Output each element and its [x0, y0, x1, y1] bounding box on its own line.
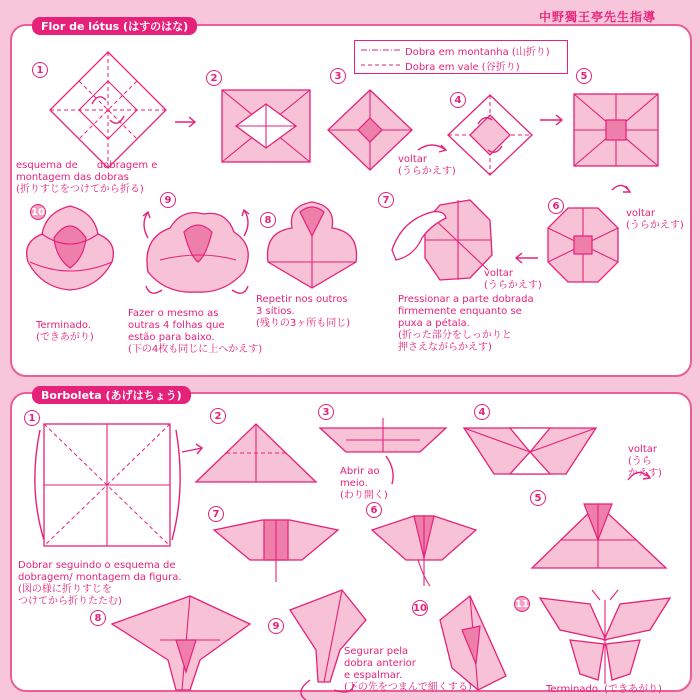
butterfly-step11-diagram [540, 590, 670, 684]
author-credit: 中野獨王亭先生指導 [538, 10, 656, 24]
butterfly-step9-caption: Segurar pela dobra anterior e espalmar. (下の先をつまんで細くする) [344, 646, 472, 693]
butterfly-step-number-10: 10 [412, 600, 428, 616]
lotus-step7-caption: Pressionar a parte dobrada firmemente enquanto se puxa a pétala. (折った部分をしっかりと 押さえながらかえす) [398, 294, 534, 353]
butterfly-arrow-1-2 [182, 444, 202, 454]
lotus-step-number-3: 3 [330, 68, 346, 84]
butterfly-step2-diagram [196, 424, 316, 482]
butterfly-step-number-5: 5 [530, 490, 546, 506]
lotus-step10-caption: Terminado. (できあがり) [36, 320, 94, 343]
legend-valley-label: Dobra em vale (谷折り) [405, 61, 520, 73]
butterfly-step11-caption: Terminado. (できあがり) [546, 684, 662, 695]
butterfly-step-number-9: 9 [268, 618, 284, 634]
lotus-step-number-8: 8 [260, 212, 276, 228]
lotus-step-number-2: 2 [206, 70, 222, 86]
butterfly-step-number-2: 2 [210, 408, 226, 424]
butterfly-step-number-3: 3 [318, 404, 334, 420]
butterfly-step-number-8: 8 [90, 610, 106, 626]
lotus-step-number-1: 1 [32, 62, 48, 78]
butterfly-step1-caption: Dobrar seguindo o esquema de dobragem/ montagem da figura. (図の様に折りすじを つけてから折りたたむ) [18, 560, 182, 607]
butterfly-turn-over-caption: voltar (うら かえす) [628, 444, 662, 479]
butterfly-section-title: Borboleta (あげはちょう) [32, 386, 191, 404]
lotus-turn-over-caption-b: voltar (うらかえす) [626, 208, 684, 231]
butterfly-step6-diagram [372, 516, 476, 586]
butterfly-step-number-6: 6 [366, 502, 382, 518]
lotus-turn-over-caption-c: voltar (うらかえす) [484, 268, 542, 291]
butterfly-step-number-4: 4 [474, 404, 490, 420]
butterfly-step4-diagram [464, 428, 596, 474]
lotus-step9-caption: Fazer o mesmo as outras 4 folhas que estão para baixo. (下の4枚も同じに上へかえす) [128, 308, 263, 355]
butterfly-step-number-1: 1 [24, 410, 40, 426]
lotus-step-number-10: 10 [30, 204, 46, 220]
lotus-step-number-4: 4 [450, 92, 466, 108]
lotus-step-number-7: 7 [378, 192, 394, 208]
butterfly-step-number-11: 11 [514, 596, 530, 612]
butterfly-step1-diagram [35, 424, 180, 546]
lotus-step-number-9: 9 [160, 192, 176, 208]
butterfly-step3-caption: Abrir ao meio. (わり開く) [340, 466, 388, 501]
butterfly-step7-diagram [214, 520, 338, 582]
lotus-step8-caption: Repetir nos outros 3 sítios. (残りの3ヶ所も同じ) [256, 294, 351, 329]
butterfly-step5-diagram [532, 504, 666, 568]
butterfly-step8-diagram [112, 596, 250, 690]
lotus-step-number-6: 6 [548, 198, 564, 214]
lotus-step1-caption: esquema de dobragem e montagem das dobras (折りすじをつけてから折る) [16, 160, 158, 195]
butterfly-step-number-7: 7 [208, 506, 224, 522]
legend-mountain-label: Dobra em montanha (山折り) [405, 46, 550, 58]
lotus-section-title: Flor de lótus (はすのはな) [32, 17, 197, 35]
lotus-turn-over-caption-a: voltar (うらかえす) [398, 154, 456, 177]
lotus-step-number-5: 5 [576, 68, 592, 84]
